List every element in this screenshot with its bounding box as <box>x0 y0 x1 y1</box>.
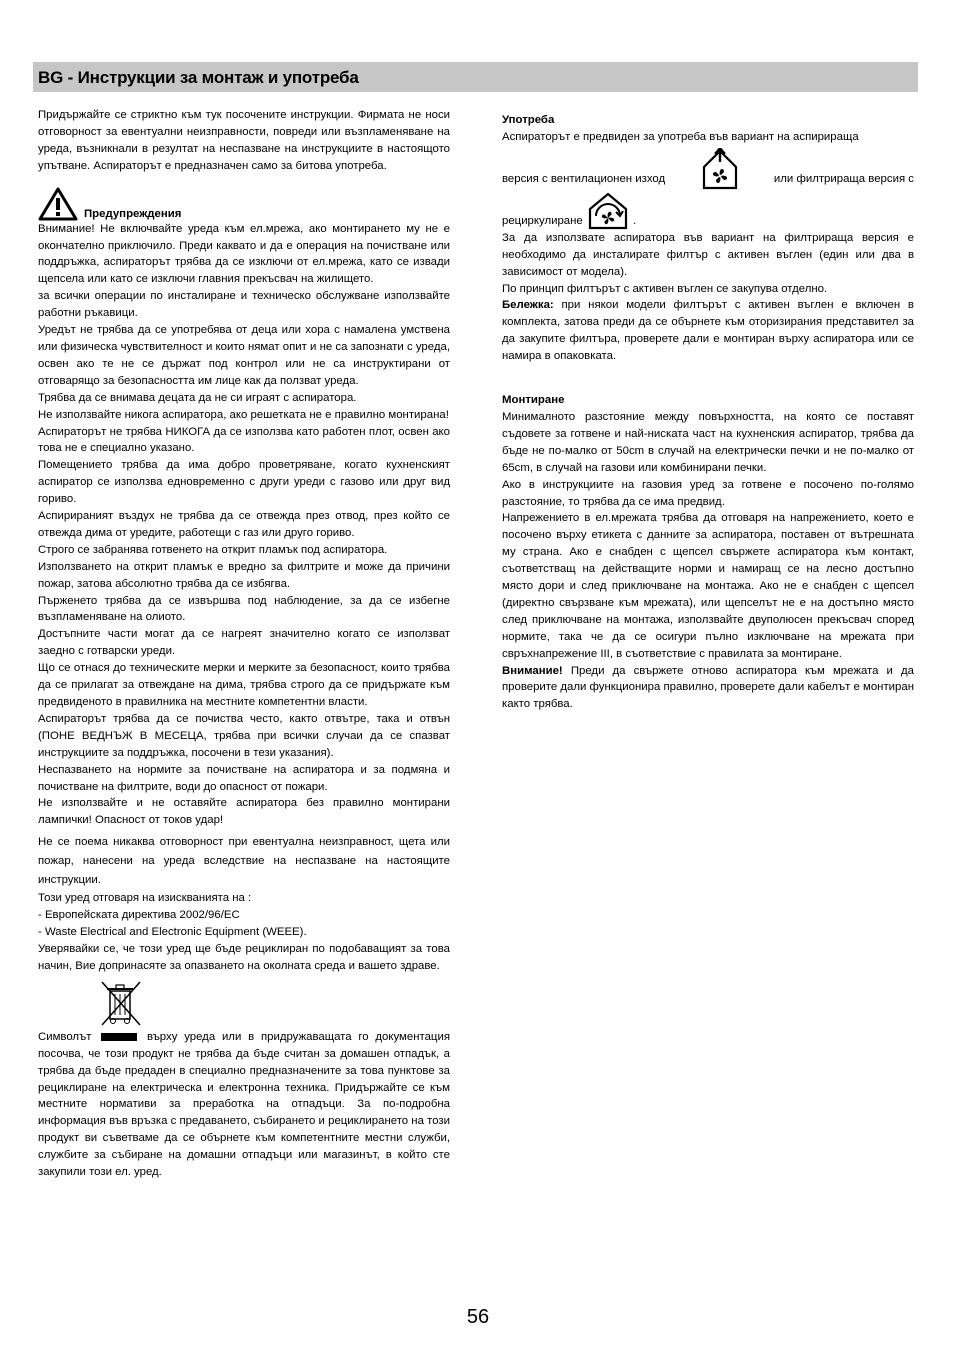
recirculation-icon <box>586 192 630 230</box>
usage-title: Употреба <box>502 114 555 126</box>
usage-line <box>502 192 914 230</box>
black-bar-symbol <box>101 1033 137 1041</box>
warning-paragraph: Не използвайте никога аспиратора, ако решетката не е правилно монтирана! <box>38 408 449 421</box>
compliance-line: - Европейската директива 2002/96/EC <box>38 909 240 922</box>
usage-text: . <box>633 214 637 227</box>
usage-paragraph: За да използвате аспиратора във вариант на филтрираща версия е необходимо да инсталирате филтър с активен въглен (един или два в зависимост от модела). <box>502 231 914 278</box>
symbol-pre-text: Символът <box>38 1030 92 1043</box>
usage-line: Аспираторът е предвиден за употреба във вариант на аспирираща <box>502 130 859 143</box>
header-bar <box>33 62 918 92</box>
mount-paragraph: Минималното разстояние между повърхността, на която се поставят съдовете за готвене и най-ниската част на кухненския аспиратор, трябва да бъде не по-малко от 50cm в случай на електрически печки и не по-малко от 65cm, в случай на газови или комбинирани печки. <box>502 410 914 474</box>
warning-paragraph: Аспираторът трябва да се почиства често, както отвътре, така и отвън (ПОНЕ ВЕДНЪЖ В МЕСЕЦА, трябва при всички случаи да се спазват инструкциите за поддръжка, посочени в тези указания). <box>38 712 450 759</box>
usage-line <box>502 148 914 190</box>
usage-text: рециркулиране <box>502 214 583 227</box>
warning-paragraph: Аспираторът не трябва НИКОГА да се използва като работен плот, освен ако това не е специално указано. <box>38 425 450 455</box>
warning-paragraph: Строго се забранява готвенето на открит пламък под аспиратора. <box>38 543 388 556</box>
page-title: BG - Инструкции за монтаж и употреба <box>38 68 359 87</box>
warning-paragraph: Не използвайте и не оставяйте аспиратора без правилно монтирани лампички! Опасност от токов удар! <box>38 797 450 827</box>
warning-paragraph: Уредът не трябва да се употребява от деца или хора с намалена умствена или физическа чувствителност и които нямат опит и не са запознати с уреда, освен ако те не се държат под контрол или не са инструктирани от отговарящо за безопасността им лице как да ползват уреда. <box>38 324 450 387</box>
warning-icon <box>38 187 78 221</box>
compliance-line: - Waste Electrical and Electronic Equipment (WEEE). <box>38 926 307 939</box>
warning-paragraph: Аспирираният въздух не трябва да се отвежда през отвод, през който се отвежда дима от уредите, работещи с газ или друго гориво. <box>38 510 450 539</box>
attention-text: Преди да свържете отново аспиратора към мрежата и да проверите дали функционира правилно, проверете дали кабелът е монтиран както трябва. <box>502 664 915 711</box>
warning-paragraph: за всички операции по инсталиране и техническо обслужване използвайте работни ръкавици. <box>38 290 450 320</box>
attention-label: Внимание! <box>502 664 563 677</box>
left-column <box>38 107 450 1181</box>
warning-paragraph: Достъпните части могат да се нагреят значително когато се използват заедно с готварски уреди. <box>38 628 450 658</box>
liability-paragraph: Не се поема никаква отговорност при евентуална неизправност, щета или пожар, нанесени на уреда вследствие на неспазване на настоящите инструкции. <box>38 836 450 887</box>
symbol-post-text: върху уреда или в придружаващата го документация посочва, че този продукт не трябва да бъде считан за домашен отпадък, а трябва да бъде предаден в специално предназначените за това пунктове за рециклиране на електрическа и електронна техника. Придържайте се към местните нормативи за преработка на отпадъци. За по-подробна информация във връзка с предаването, събирането и рециклирането на този продукт ви съветваме да се обърнете към компетентните местни служби, службите за събиране на домашни отпадъци или магазинът, в който сте закупили този ел. уред. <box>38 1030 450 1179</box>
warning-paragraph: Пърженето трябва да се извършва под наблюдение, за да се избегне възпламеняване на олиото. <box>38 594 450 624</box>
warning-paragraph: Трябва да се внимава децата да не си играят с аспиратора. <box>38 391 357 404</box>
warnings-title: Предупреждения <box>84 207 182 220</box>
symbol-paragraph <box>38 1029 450 1181</box>
weee-symbol-row <box>38 979 450 1029</box>
warning-paragraph: Помещението трябва да има добро проветряване, когато кухненският аспиратор се използва едновременно с други уреди с газово или друг вид гориво. <box>38 459 450 506</box>
mount-title: Монтиране <box>502 394 565 407</box>
usage-text: или филтрираща версия с <box>773 172 914 185</box>
note-label: Бележка: <box>502 299 554 312</box>
intro-paragraph: Придържайте се стриктно към тук посочените инструкции. Фирмата не носи отговорност за евентуални неизправности, повреди или възпламеняване на уреда, възникнали в резултат на неспазване на инструкциите в настоящото упътване. Аспираторът е предназначен само за битова употреба. <box>38 109 450 172</box>
page-number: 56 <box>466 1306 490 1328</box>
right-column <box>502 112 914 713</box>
vent-exhaust-icon <box>701 148 739 190</box>
compliance-line: Този уред отговаря на изискванията на : <box>38 892 252 905</box>
crossed-bin-icon <box>98 979 144 1027</box>
attention-paragraph <box>502 663 914 714</box>
mount-paragraph: Ако в инструкциите на газовия уред за готвене е посочено по-голямо разстояние, то трябва да се има предвид. <box>502 478 914 508</box>
warnings-heading <box>38 187 450 221</box>
note-paragraph <box>502 297 914 365</box>
note-text: при някои модели филтърът с активен въглен е включен в комплекта, затова преди да се обърнете към оторизирания представител за да закупите филтъра, проверете дали е монтиран върху аспиратора или се намира в опаковката. <box>502 299 914 363</box>
compliance-line: Уверявайки се, че този уред ще бъде рециклиран по подобаващият за това начин, Вие допринасяте за опазването на околната среда и вашето здраве. <box>38 942 450 972</box>
mount-paragraph: Напрежението в ел.мрежата трябва да отговаря на напрежението, което е посочено върху етикета с данните за аспиратора, поставен от вътрешната му страна. Ако е снабден с щепсел свържете аспиратора към контакт, съответстващ на действащите норми и намиращ се на лесно достъпно място дори и след приключване на монтажа. Ако не е снабден с щепсел (директно свързване към мрежата), или щепселът не е на достъпно място след приключване на монтажа, използвайте двуполюсен прекъсвач според нормите, така че да се осигури пълно изключване на мрежата при свръхнапрежение III, в съответствие с правилата за монтиране. <box>502 512 914 660</box>
usage-paragraph: По принцип филтърът с активен въглен се закупува отделно. <box>502 282 828 295</box>
warning-paragraph: Неспазването на нормите за почистване на аспиратора и за подмяна и почистване на филтрите, води до опасност от пожари. <box>38 763 450 793</box>
warning-paragraph: Що се отнася до техническите мерки и мерките за безопасност, които трябва да се прилагат за отвеждане на дима, трябва строго да се придържате към предвиденото в правилника на местните компетентни власти. <box>38 662 450 708</box>
usage-text: версия с вентилационен изход <box>502 172 666 185</box>
warning-paragraph: Внимание! Не включвайте уреда към ел.мрежа, ако монтирането му не е окончателно приключило. Преди каквато и да е операция на почистване или поддръжка, аспираторът трябва да се изключи от ел.мрежа, като се извади щепсела или като се изключи главния прекъсвач на жилището. <box>38 222 450 286</box>
warning-paragraph: Използването на открит пламък е вредно за филтрите и може да причини пожар, затова абсолютно трябва да се избягва. <box>38 560 450 590</box>
